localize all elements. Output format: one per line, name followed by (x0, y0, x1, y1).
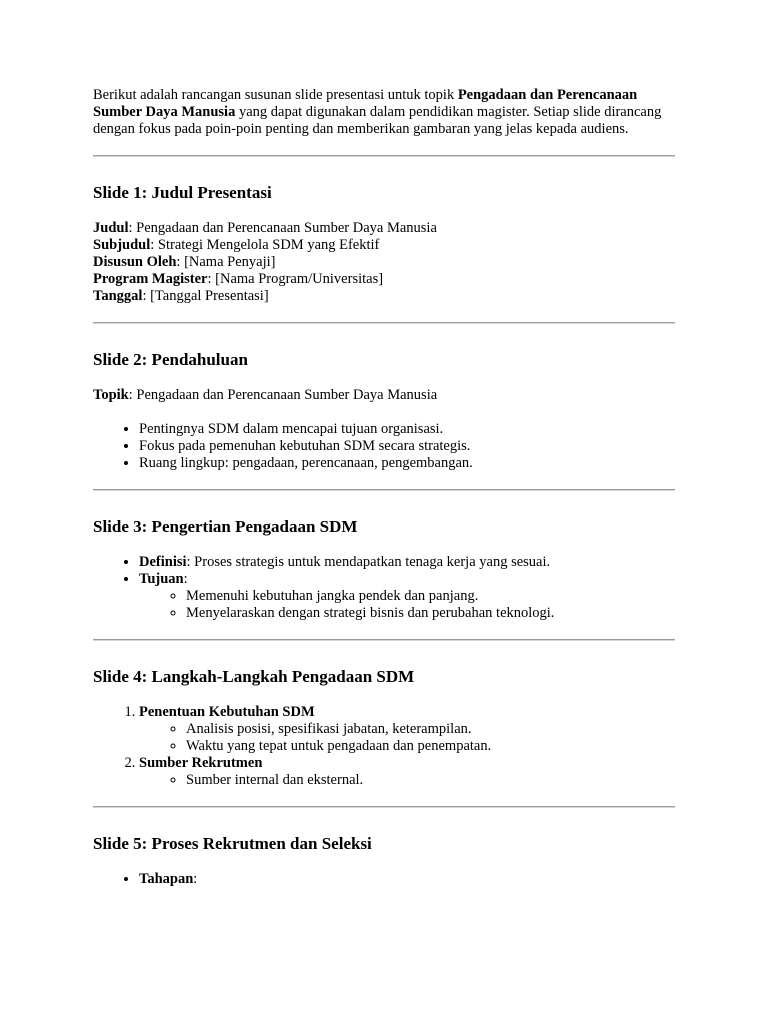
field-label: Judul (93, 220, 129, 236)
field-subjudul (93, 237, 675, 254)
list-item: • Fokus pada pemenuhan kebutuhan SDM secara strategis. (139, 438, 675, 455)
intro-text-start: Berikut adalah rancangan susunan slide presentasi untuk topik (93, 87, 458, 103)
slide-3-title: Slide 3: Pengertian Pengadaan SDM (93, 517, 358, 536)
list-item: • Pentingnya SDM dalam mencapai tujuan organisasi. (139, 421, 675, 438)
field-label: Tanggal (93, 288, 143, 304)
field-value: : Pengadaan dan Perencanaan Sumber Daya Manusia (128, 220, 437, 236)
field-value: : [Tanggal Presentasi] (142, 288, 269, 304)
intro-paragraph (93, 87, 675, 138)
slide-1-section (93, 183, 675, 305)
sub-list-item: ◦ Memenuhi kebutuhan jangka pendek dan panjang. (186, 588, 675, 605)
step-label: Sumber Rekrutmen (139, 755, 263, 771)
list-item: • Ruang lingkup: pengadaan, perencanaan, pengembangan. (139, 455, 675, 472)
intro-topic-bold: Pengadaan dan Perencanaan Sumber Daya Manusia (93, 87, 638, 120)
slide-2-title: Slide 2: Pendahuluan (93, 350, 248, 369)
slide-4-title: Slide 4: Langkah-Langkah Pengadaan SDM (93, 667, 415, 686)
tujuan-sub-list (139, 588, 675, 622)
field-label: Disusun Oleh (93, 254, 177, 270)
tahapan-colon: : (193, 871, 198, 887)
slide-1-fields (93, 220, 675, 305)
step-item (139, 704, 675, 755)
tujuan-colon: : (183, 571, 188, 587)
field-judul (93, 220, 675, 237)
slide-5-bullet-list (93, 871, 675, 888)
tahapan-label: Tahapan (139, 871, 194, 887)
list-item-tahapan (139, 871, 675, 888)
slide-5-section (93, 834, 675, 888)
step-item (139, 755, 675, 789)
step-label: Penentuan Kebutuhan SDM (139, 704, 315, 720)
slide-2-topic (93, 387, 675, 404)
section-divider (93, 489, 675, 491)
field-label: Program Magister (93, 271, 208, 287)
intro-text-end: yang dapat digunakan dalam pendidikan magister. Setiap slide dirancang dengan fokus pada poin-poin penting dan memberikan gambaran yang jelas kepada audiens. (93, 104, 662, 137)
sub-list-item: ◦ Sumber internal dan eksternal. (186, 772, 675, 789)
slide-1-title: Slide 1: Judul Presentasi (93, 183, 272, 202)
topic-label: Topik (93, 387, 129, 403)
definisi-label: Definisi (139, 554, 187, 570)
slide-4-numbered-list (93, 704, 675, 789)
field-disusun-oleh (93, 254, 675, 271)
list-item-tujuan (139, 571, 675, 622)
slide-2-bullet-list (93, 421, 675, 472)
field-program-magister (93, 271, 675, 288)
section-divider (93, 806, 675, 808)
slide-4-section (93, 667, 675, 789)
slide-3-section (93, 517, 675, 622)
slide-3-bullet-list (93, 554, 675, 622)
section-divider (93, 639, 675, 641)
slide-2-section (93, 350, 675, 472)
tujuan-label: Tujuan (139, 571, 184, 587)
definisi-value: : Proses strategis untuk mendapatkan tenaga kerja yang sesuai. (186, 554, 551, 570)
slide-5-title: Slide 5: Proses Rekrutmen dan Seleksi (93, 834, 372, 853)
section-divider (93, 155, 675, 157)
sub-list-item: ◦ Waktu yang tepat untuk pengadaan dan penempatan. (186, 738, 675, 755)
sub-list-item: ◦ Menyelaraskan dengan strategi bisnis dan perubahan teknologi. (186, 605, 675, 622)
section-divider (93, 322, 675, 324)
field-label: Subjudul (93, 237, 151, 253)
list-item-definisi (139, 554, 675, 571)
field-value: : [Nama Penyaji] (176, 254, 276, 270)
sub-list-item: ◦ Analisis posisi, spesifikasi jabatan, keterampilan. (186, 721, 675, 738)
step-sub-list (139, 772, 675, 789)
document-page (93, 87, 675, 905)
step-sub-list (139, 721, 675, 755)
field-value: : Strategi Mengelola SDM yang Efektif (150, 237, 380, 253)
field-value: : [Nama Program/Universitas] (207, 271, 384, 287)
topic-value: : Pengadaan dan Perencanaan Sumber Daya Manusia (128, 387, 438, 403)
field-tanggal (93, 288, 675, 305)
